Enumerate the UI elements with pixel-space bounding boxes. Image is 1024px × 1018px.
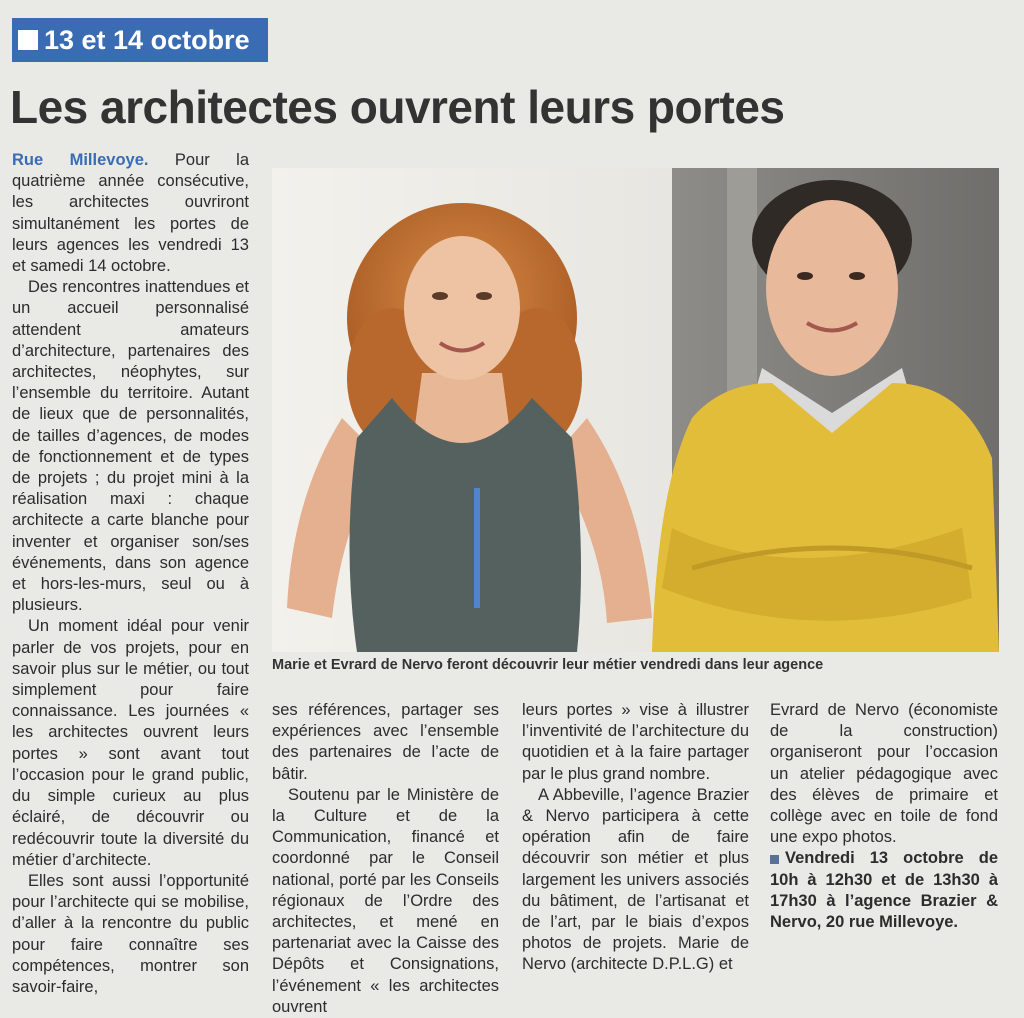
portrait-photo (272, 168, 999, 652)
paragraph: Elles sont aussi l’opportunité pour l’architecte qui se mobilise, d’aller à la rencontre du public pour faire connaître ses compétences, montrer son savoir-faire, (12, 871, 249, 996)
headline: Les architectes ouvrent leurs portes (10, 81, 785, 133)
portrait-photo-illustration (272, 168, 999, 652)
lead-location: Rue Millevoye. (12, 151, 149, 169)
event-info-text: Vendredi 13 octobre de 10h à 12h30 et de 13h30 à 17h30 à l’agence Brazier & Nervo, 20 rue Millevoye. (770, 849, 998, 932)
event-info (770, 848, 998, 933)
paragraph: Soutenu par le Ministère de la Culture et de la Communication, financé et coordonné par le Conseil national, porté par les Conseils régionaux de l’Ordre des architectes, et mené en partenariat avec la Caisse des Dépôts et Consignations, l’événement « les architectes ouvrent (272, 785, 499, 1016)
paragraph: Evrard de Nervo (économiste de la construction) organiseront pour l’occasion un atelier pédagogique avec des élèves de primaire et collège avec en toile de fond une expo photos. (770, 701, 998, 847)
paragraph: leurs portes » vise à illustrer l’inventivité de l’architecture du quotidien et à la faire partager par le plus grand nombre. (522, 701, 749, 783)
date-tag (12, 18, 268, 62)
paragraph: A Abbeville, l’agence Brazier & Nervo participera à cette opération afin de faire découvrir son métier et plus largement les univers associés du bâtiment, de l’artisanat et de l’art, par le biais d’expos photos de projets. Marie de Nervo (architecte D.P.L.G) et (522, 785, 749, 974)
paragraph-text: Pour la quatrième année consécutive, les architectes ouvriront simultanément les portes de leurs agences les vendredi 13 et samedi 14 octobre. (12, 151, 250, 276)
square-bullet-icon (770, 855, 779, 864)
paragraph: ses références, partager ses expériences avec l’ensemble des partenaires de l’acte de bâtir. (272, 701, 499, 783)
date-tag-label: 13 et 14 octobre (44, 24, 250, 55)
article-column-2 (272, 700, 499, 1018)
article-column-4 (770, 700, 998, 933)
photo-caption: Marie et Evrard de Nervo feront découvrir leur métier vendredi dans leur agence (272, 657, 824, 673)
paragraph (12, 150, 249, 277)
square-bullet-icon (18, 30, 38, 50)
article-column-1 (12, 150, 249, 998)
paragraph: Un moment idéal pour venir parler de vos projets, pour en savoir plus sur le métier, ou tout simplement pour faire connaissance. Les journées « les architectes ouvrent leurs portes » sont avant tout l’occasion pour le grand public, du simple curieux au plus éclairé, de découvrir ou redécouvrir toute la diversité du métier d’architecte. (12, 617, 249, 869)
paragraph: Des rencontres inattendues et un accueil personnalisé attendent amateurs d’architecture, partenaires des architectes, néophytes, sur l’ensemble du territoire. Autant de lieux que de personnalités, de tailles d’agences, de modes de fonctionnement et de types de projets ; du projet mini à la réalisation maxi : chaque architecte a carte blanche pour inventer et organiser son/ses événements, dans son agence et hors-les-murs, seul ou à plusieurs. (12, 278, 249, 615)
article-column-3 (522, 700, 749, 976)
